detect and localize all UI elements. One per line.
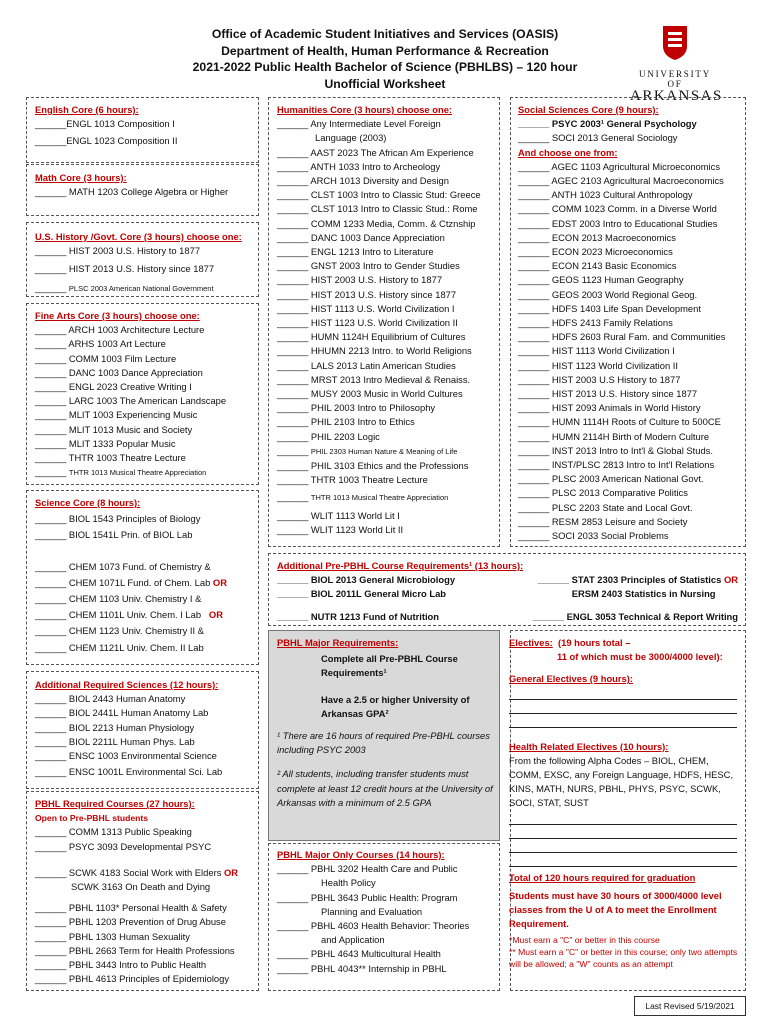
- course-line: ______ WLIT 1113 World Lit I: [277, 509, 400, 521]
- major-only-title: PBHL Major Only Courses (14 hours):: [277, 849, 445, 860]
- blank-line: [509, 690, 737, 700]
- course-line: ______ PLSC 2003 American National Govt.: [518, 473, 704, 485]
- prepbhl-title: Additional Pre-PBHL Course Requirements¹ (13 hours):: [277, 560, 524, 571]
- course-line: ______ MUSY 2003 Music in World Cultures: [277, 388, 463, 400]
- course-line: ______ PBHL 4603 Health Behavior: Theories: [277, 920, 470, 932]
- course-line: ______ MLIT 1333 Popular Music: [35, 437, 176, 449]
- major-note-1: ¹ There are 16 hours of required Pre-PBHL courses including PSYC 2003: [277, 730, 490, 756]
- course-line: ______ PBHL 2663 Term for Health Professions: [35, 944, 235, 956]
- course-line: ______ THTR 1013 Musical Theatre Appreciation: [277, 491, 449, 503]
- course-line: ______ENGL 1013 Composition I: [35, 118, 175, 130]
- course-line: ______ PBHL 3443 Intro to Public Health: [35, 959, 207, 971]
- electives-hours: (19 hours total –: [558, 637, 631, 648]
- course-line: ______ HDFS 2603 Rural Fam. and Communities: [518, 331, 726, 343]
- course-line: SCWK 3163 On Death and Dying: [71, 881, 211, 893]
- course-line: ______ PHIL 2003 Intro to Philosophy: [277, 402, 436, 414]
- major-only-courses: [277, 848, 469, 976]
- social-title: Social Sciences Core (9 hours):: [518, 104, 659, 115]
- course-line: ______ PBHL 1203 Prevention of Drug Abuse: [35, 916, 226, 928]
- course-line: ______ HUMN 1124H Equilibrium of Cultures: [277, 331, 466, 343]
- course-line: ______ BIOL 2443 Human Anatomy: [35, 693, 186, 705]
- course-line: ______ MLIT 1013 Music and Society: [35, 423, 193, 435]
- electives-hours-2: 11 of which must be 3000/4000 level):: [557, 651, 723, 663]
- english-core: [35, 103, 177, 149]
- us-history-core: [35, 230, 242, 296]
- course-line: ______ COMM 1313 Public Speaking: [35, 826, 192, 838]
- course-line: ______ HIST 1123 U.S. World Civilization II: [277, 317, 458, 329]
- course-line: ______ HIST 2013 U.S. History since 1877: [518, 388, 698, 400]
- last-revised: Last Revised 5/19/2021: [634, 996, 746, 1016]
- course-line: ______ Any Intermediate Level Foreign: [277, 118, 441, 130]
- math-core: [35, 171, 228, 199]
- course-line: ______ HUMN 1114H Roots of Culture to 500CE: [518, 416, 721, 428]
- course-line: ______ PSYC 3093 Developmental PSYC: [35, 840, 212, 852]
- course-line: ______ GEOS 1123 Human Geography: [518, 274, 684, 286]
- pre-pbhl-requirements: [277, 559, 742, 624]
- course-line: ______ ENGL 3053 Technical & Report Writing: [532, 610, 738, 622]
- course-line: ______ THTR 1013 Musical Theatre Appreciation: [35, 466, 207, 478]
- razorback-emblem-icon: [655, 22, 695, 62]
- pbhl-subtitle: Open to Pre-PBHL students: [35, 813, 149, 824]
- course-line: Language (2003): [315, 132, 387, 144]
- major-title: PBHL Major Requirements:: [277, 637, 399, 648]
- blank-line: [509, 857, 737, 867]
- course-line: ______ HIST 1123 World Civilization II: [518, 359, 678, 371]
- course-line: ______ PBHL 1103* Personal Health & Safety: [35, 902, 227, 914]
- course-line: ______ PBHL 4643 Multicultural Health: [277, 948, 441, 960]
- header-line-1: Office of Academic Student Initiatives and Services (OASIS): [211, 27, 559, 41]
- course-line: ______ LARC 1003 The American Landscape: [35, 395, 227, 407]
- course-line: ______ BIOL 2211L Human Phys. Lab: [35, 735, 195, 747]
- electives-title: Electives:: [509, 637, 553, 648]
- course-line: ______ INST 2013 Intro to Int'l & Global Studs.: [518, 444, 713, 456]
- course-line: ______ BIOL 1543 Principles of Biology: [35, 513, 201, 525]
- course-line: ______ ECON 2013 Macroeconomics: [518, 231, 676, 243]
- major-text-2: Have a 2.5 or higher University of Arkansas GPA²: [321, 693, 470, 719]
- science-core: [35, 496, 227, 655]
- course-line: ______ PBHL 3643 Public Health: Program: [277, 891, 458, 903]
- course-line: ______ ECON 2143 Basic Economics: [518, 260, 677, 272]
- course-line: ______ PLSC 2013 Comparative Politics: [518, 487, 688, 499]
- course-line: Health Policy: [321, 877, 376, 889]
- blank-line: [509, 829, 737, 839]
- course-line: ______ THTR 1003 Theatre Lecture: [277, 474, 428, 486]
- general-electives-lines: [509, 690, 741, 728]
- health-electives-text: From the following Alpha Codes – BIOL, CHEM, COMM, EXSC, any Foreign Language, HDFS, HESC, KINS, MATH, NURS, PBHL, PHYS, PSYC, SCWK, SOCI, STAT, SUST: [509, 754, 734, 809]
- course-line: ______ MATH 1203 College Algebra or Higher: [35, 186, 229, 198]
- pbhl-title: PBHL Required Courses (27 hours):: [35, 798, 195, 809]
- page-header: [150, 26, 620, 92]
- header-line-4: Unofficial Worksheet: [324, 76, 446, 91]
- course-line: ______ DANC 1003 Dance Appreciation: [277, 231, 445, 243]
- course-line: ______ ARHS 1003 Art Lecture: [35, 338, 166, 350]
- course-line: ______ PHIL 2103 Intro to Ethics: [277, 416, 415, 428]
- total-hours: Total of 120 hours required for graduation: [509, 871, 696, 883]
- course-line: ______ ECON 2023 Microeconomics: [518, 246, 673, 258]
- course-line: ______ EDST 2003 Intro to Educational Studies: [518, 217, 718, 229]
- course-line: ______ SCWK 4183 Social Work with Elders OR: [35, 866, 239, 878]
- addl-title: Additional Required Sciences (12 hours):: [35, 679, 219, 690]
- course-line: ______ HIST 2093 Animals in World History: [518, 402, 701, 414]
- course-line: ______ CHEM 1101L Univ. Chem. I Lab OR: [35, 609, 223, 621]
- course-line: ______ PSYC 2003¹ General Psychology: [518, 118, 697, 130]
- prepbhl-row: [277, 610, 742, 624]
- course-line: ______ HHUMN 2213 Intro. to World Religions: [277, 345, 472, 357]
- course-line: ______ DANC 1003 Dance Appreciation: [35, 366, 203, 378]
- math-title: Math Core (3 hours):: [35, 172, 127, 183]
- course-line: and Application: [321, 934, 385, 946]
- major-requirements: [277, 636, 497, 810]
- course-line: ______ PBHL 4613 Principles of Epidemiology: [35, 973, 230, 985]
- course-line: ______ HIST 1113 World Civilization I: [518, 345, 675, 357]
- fine-arts-core: [35, 309, 226, 480]
- english-title: English Core (6 hours):: [35, 104, 139, 115]
- course-line: ______ GNST 2003 Intro to Gender Studies: [277, 260, 460, 272]
- course-line: ______ MLIT 1003 Experiencing Music: [35, 409, 198, 421]
- course-line: ______ ARCH 1003 Architecture Lecture: [35, 324, 205, 336]
- course-line: ______ HIST 2013 U.S. History since 1877: [277, 288, 457, 300]
- course-line: ______ BIOL 2011L General Micro Lab: [277, 588, 447, 600]
- course-line: ______ BIOL 2441L Human Anatomy Lab: [35, 707, 209, 719]
- course-line: ______ CLST 1003 Intro to Classic Stud: Greece: [277, 189, 481, 201]
- blank-line: [509, 843, 737, 853]
- grade-note-2: ** Must earn a "C" or better in this course; only two attempts will be allowed; a "W" counts as an attempt: [509, 947, 738, 970]
- blank-line: [509, 718, 737, 728]
- course-line: ______ ENSC 1003 Environmental Science: [35, 750, 217, 762]
- course-line: ______ ARCH 1013 Diversity and Design: [277, 175, 449, 187]
- fine-arts-title: Fine Arts Core (3 hours) choose one:: [35, 310, 200, 321]
- us-title: U.S. History /Govt. Core (3 hours) choose one:: [35, 231, 242, 242]
- course-line: ______ AGEC 1103 Agricultural Microeconomics: [518, 160, 721, 172]
- course-line: ______ PHIL 2303 Human Nature & Meaning of Life: [277, 444, 458, 456]
- course-line: ______ PLSC 2003 American National Government: [35, 281, 214, 293]
- course-line: ______ SOCI 2033 Social Problems: [518, 530, 669, 542]
- course-line: ______ ANTH 1023 Cultural Anthropology: [518, 189, 693, 201]
- course-line: ______ MRST 2013 Intro Medieval & Renaiss.: [277, 373, 471, 385]
- course-line: ______ HUMN 2114H Birth of Modern Culture: [518, 430, 710, 442]
- course-line: ______ CHEM 1121L Univ. Chem. II Lab: [35, 641, 204, 653]
- course-line: ______ CHEM 1103 Univ. Chemistry I &: [35, 593, 202, 605]
- course-line: ______ PBHL 4043** Internship in PBHL: [277, 962, 447, 974]
- course-line: ______ ANTH 1033 Intro to Archeology: [277, 160, 441, 172]
- course-line: ______ HDFS 2413 Family Relations: [518, 317, 673, 329]
- health-electives-title: Health Related Electives (10 hours):: [509, 740, 669, 752]
- logo-university: UNIVERSITY OF: [639, 69, 711, 89]
- course-line: ______ PBHL 1303 Human Sexuality: [35, 930, 190, 942]
- course-line: ______ RESM 2853 Leisure and Society: [518, 515, 688, 527]
- social-choose: And choose one from:: [518, 146, 618, 158]
- course-line: ______ PHIL 2203 Logic: [277, 430, 380, 442]
- course-line: ______ AAST 2023 The African Am Experience: [277, 146, 474, 158]
- course-line: ______ PLSC 2203 State and Local Govt.: [518, 501, 693, 513]
- major-text-1: Complete all Pre-PBHL Course Requirements¹: [321, 653, 458, 679]
- course-line: ______ COMM 1023 Comm. in a Diverse World: [518, 203, 717, 215]
- course-line: ______ ENGL 1213 Intro to Literature: [277, 246, 434, 258]
- course-line: ______ GEOS 2003 World Regional Geog.: [518, 288, 698, 300]
- grade-note-1: *Must earn a "C" or better in this course: [509, 935, 660, 946]
- course-line: ______ COMM 1003 Film Lecture: [35, 352, 177, 364]
- course-line: ERSM 2403 Statistics in Nursing: [571, 588, 716, 600]
- blank-line: [509, 815, 737, 825]
- course-line: ______ PHIL 3103 Ethics and the Professions: [277, 460, 469, 472]
- course-line: ______ WLIT 1123 World Lit II: [277, 523, 404, 535]
- course-line: ______ ENGL 2023 Creative Writing I: [35, 381, 192, 393]
- addl-science: [35, 678, 222, 779]
- course-line: ______ ENSC 1001L Environmental Sci. Lab: [35, 766, 223, 778]
- university-logo: [630, 22, 723, 104]
- course-line: ______ INST/PLSC 2813 Intro to Int'l Relations: [518, 459, 715, 471]
- electives-section: [509, 636, 741, 970]
- social-sciences-core: [518, 103, 725, 543]
- course-line: ______ AGEC 2103 Agricultural Macroeconomics: [518, 175, 724, 187]
- course-line: ______ NUTR 1213 Fund of Nutrition: [277, 610, 440, 622]
- course-line: ______ HIST 2003 U.S History to 1877: [518, 373, 681, 385]
- course-line: ______ HIST 1113 U.S. World Civilization I: [277, 302, 455, 314]
- header-line-3: 2021-2022 Public Health Bachelor of Science (PBHLBS) – 120 hour: [192, 60, 578, 74]
- course-line: ______ SOCI 2013 General Sociology: [518, 132, 678, 144]
- course-line: ______ LALS 2013 Latin American Studies: [277, 359, 456, 371]
- course-line: ______ CLST 1013 Intro to Classic Stud.: Rome: [277, 203, 478, 215]
- general-electives-title: General Electives (9 hours):: [509, 673, 634, 685]
- course-line: ______ CHEM 1123 Univ. Chemistry II &: [35, 625, 204, 637]
- course-line: ______ CHEM 1073 Fund. of Chemistry &: [35, 560, 211, 572]
- course-line: ______ HIST 2003 U.S. History to 1877: [277, 274, 443, 286]
- upper-level-requirement: Students must have 30 hours of 3000/4000 level classes from the U of A to meet the Enrollment Requirement.: [509, 889, 722, 930]
- pbhl-required: [35, 797, 238, 986]
- course-line: ______ COMM 1233 Media, Comm. & Ctznship: [277, 217, 476, 229]
- course-line: ______ BIOL 1541L Prin. of BIOL Lab: [35, 529, 193, 541]
- course-line: ______ BIOL 2013 General Microbiology: [277, 574, 456, 586]
- humanities-title: Humanities Core (3 hours) choose one:: [277, 104, 453, 115]
- health-electives-lines: [509, 815, 741, 867]
- course-line: ______ HIST 2013 U.S. History since 1877: [35, 263, 215, 275]
- course-line: ______ HDFS 1403 Life Span Development: [518, 302, 701, 314]
- course-line: ______ STAT 2303 Principles of Statistics OR: [537, 574, 738, 586]
- course-line: Planning and Evaluation: [321, 905, 423, 917]
- header-line-2: Department of Health, Human Performance & Recreation: [221, 43, 549, 58]
- course-line: ______ HIST 2003 U.S. History to 1877: [35, 245, 201, 257]
- humanities-core: [277, 103, 481, 537]
- course-line: ______ENGL 1023 Composition II: [35, 135, 178, 147]
- course-line: ______ BIOL 2213 Human Physiology: [35, 721, 195, 733]
- prepbhl-row: [277, 573, 742, 601]
- science-title: Science Core (8 hours):: [35, 497, 141, 508]
- blank-line: [509, 704, 737, 714]
- logo-arkansas: ARKANSAS: [630, 88, 723, 104]
- course-line: ______ THTR 1003 Theatre Lecture: [35, 452, 186, 464]
- major-note-2: ² All students, including transfer students must complete at least 12 credit hours at the University of Arkansas with a minimum of 2.5 GPA: [277, 768, 493, 808]
- course-line: ______ PBHL 3202 Health Care and Public: [277, 863, 458, 875]
- course-line: ______ CHEM 1071L Fund. of Chem. Lab OR: [35, 576, 227, 588]
